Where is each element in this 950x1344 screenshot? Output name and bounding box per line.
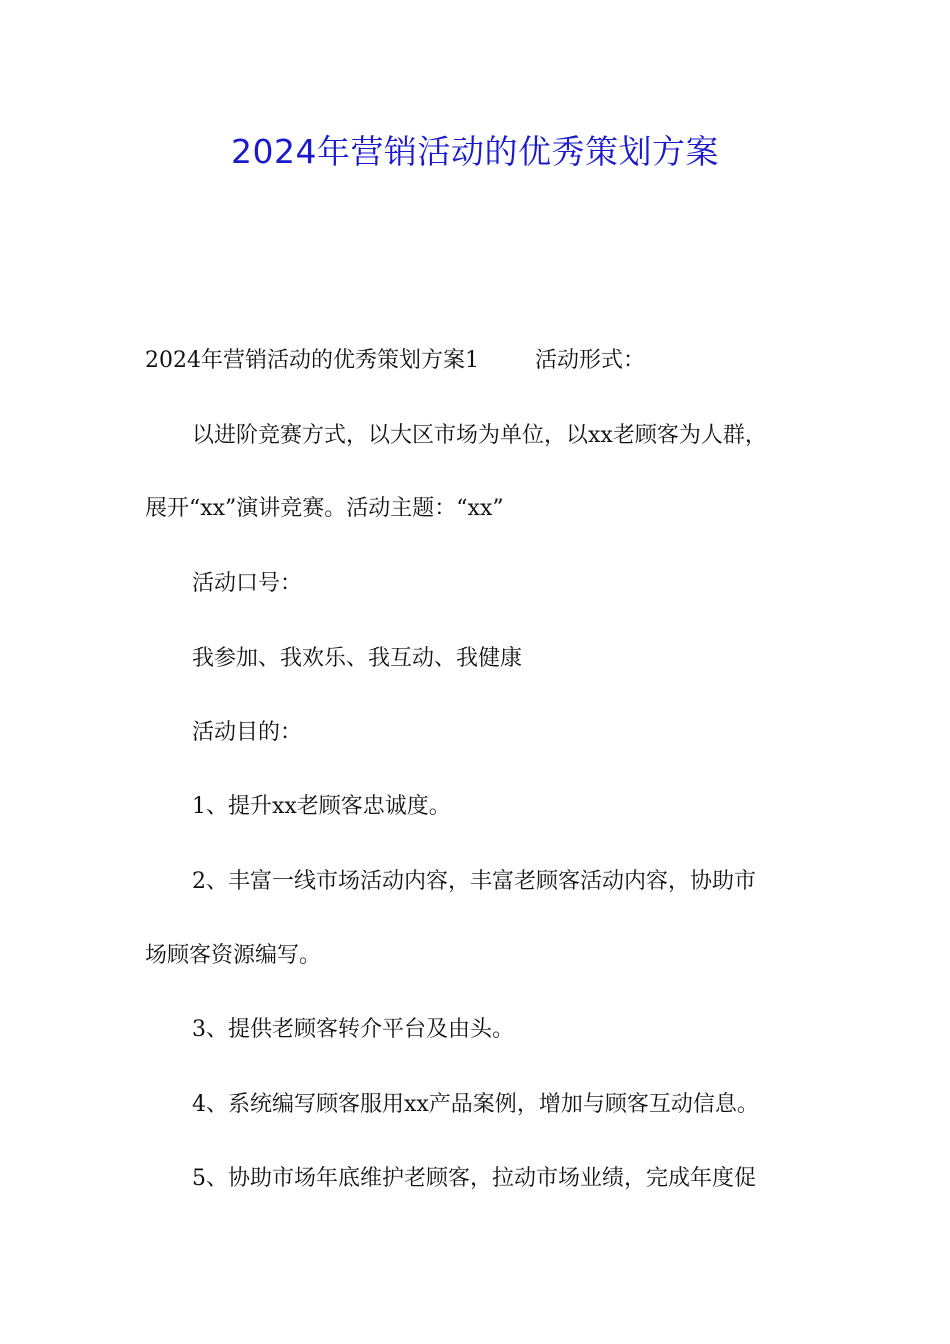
activity-form-label: 活动形式： (535, 348, 646, 373)
paragraph-line: 以进阶竞赛方式，以大区市场为单位，以xx老顾客为人群， (192, 423, 767, 448)
section-heading-line (145, 346, 645, 376)
list-item: 1、提升xx老顾客忠诚度。 (192, 794, 451, 819)
list-item: 5、协助市场年底维护老顾客，拉动市场业绩，完成年度促 (192, 1166, 756, 1191)
paragraph-line: 我参加、我欢乐、我互动、我健康 (192, 646, 523, 671)
paragraph-line: 展开“xx”演讲竞赛。活动主题：“xx” (145, 496, 504, 521)
paragraph-line: 活动口号： (192, 571, 303, 596)
list-item: 3、提供老顾客转介平台及由头。 (192, 1017, 514, 1042)
paragraph-line: 活动目的： (192, 720, 303, 745)
plan-heading: 2024年营销活动的优秀策划方案1 (145, 348, 479, 373)
paragraph-line: 场顾客资源编写。 (145, 943, 322, 968)
list-item: 2、丰富一线市场活动内容，丰富老顾客活动内容，协助市 (192, 869, 756, 894)
list-item: 4、系统编写顾客服用xx产品案例，增加与顾客互动信息。 (192, 1092, 759, 1117)
document-title: 2024年营销活动的优秀策划方案 (231, 132, 719, 171)
